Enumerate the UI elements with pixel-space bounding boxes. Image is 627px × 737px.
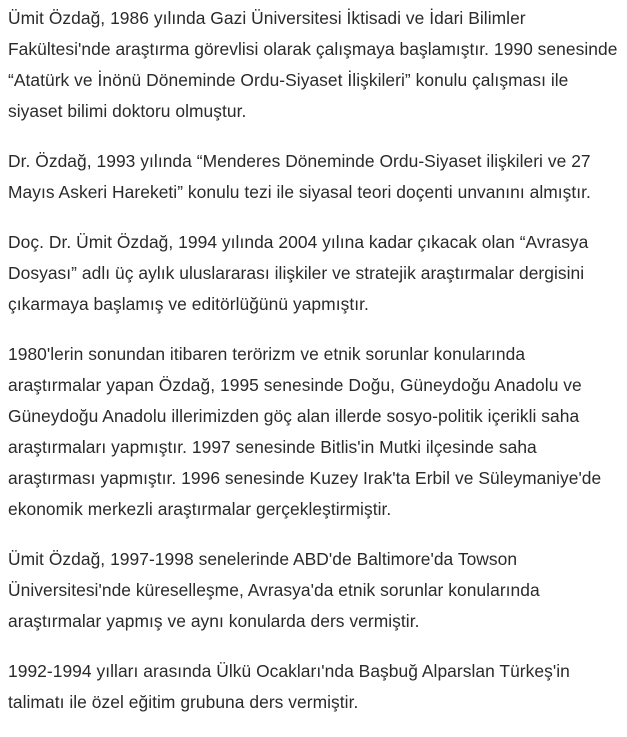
paragraph-3: Doç. Dr. Ümit Özdağ, 1994 yılında 2004 yılına kadar çıkacak olan “Avrasya Dosyası” adlı üç aylık uluslararası ilişkiler ve stratejik araştırmalar dergisini çıkarmaya başlamış ve editörlüğünü yapmıştır.	[8, 232, 589, 314]
paragraph-1: Ümit Özdağ, 1986 yılında Gazi Üniversitesi İktisadi ve İdari Bilimler Fakültesi'nde araştırma görevlisi olarak çalışmaya başlamıştır. 1990 senesinde “Atatürk ve İnönü Döneminde Ordu-Siyaset İlişkileri” konulu çalışması ile siyaset bilimi doktoru olmuştur.	[8, 8, 618, 121]
article-body	[8, 3, 620, 737]
paragraph-2: Dr. Özdağ, 1993 yılında “Menderes Döneminde Ordu-Siyaset ilişkileri ve 27 Mayıs Askeri Hareketi” konulu tezi ile siyasal teori doçenti unvanını almıştır.	[8, 151, 591, 202]
paragraph-4: 1980'lerin sonundan itibaren terörizm ve etnik sorunlar konularında araştırmalar yapan Özdağ, 1995 senesinde Doğu, Güneydoğu Anadolu ve Güneydoğu Anadolu illerimizden göç alan illerde sosyo-politik içerikli saha araştırmaları yapmıştır. 1997 senesinde Bitlis'in Mutki ilçesinde saha araştırması yapmıştır. 1996 senesinde Kuzey Irak'ta Erbil ve Süleymaniye'de ekonomik merkezli araştırmalar gerçekleştirmiştir.	[8, 344, 602, 519]
paragraph-6: 1992-1994 yılları arasında Ülkü Ocakları'nda Başbuğ Alparslan Türkeş'in talimatı ile özel eğitim grubuna ders vermiştir.	[8, 661, 570, 712]
paragraph-5: Ümit Özdağ, 1997-1998 senelerinde ABD'de Baltimore'da Towson Üniversitesi'nde küreselleşme, Avrasya'da etnik sorunlar konularında araştırmalar yapmış ve aynı konularda ders vermiştir.	[8, 549, 540, 631]
